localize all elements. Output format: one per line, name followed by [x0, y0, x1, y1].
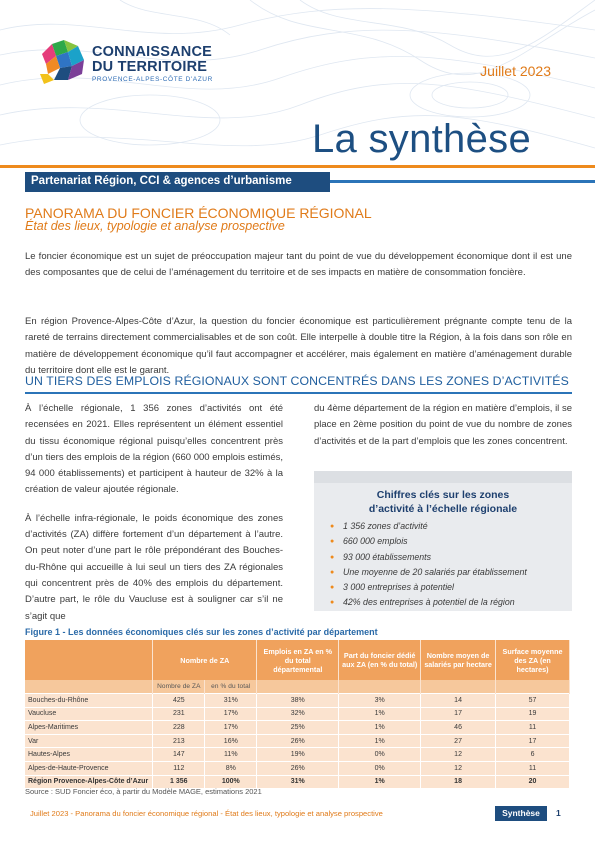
table-header-surface: Surface moyenne des ZA (en hectares) [496, 640, 570, 680]
section-divider [25, 392, 572, 394]
publication-date: Juillet 2023 [480, 63, 551, 79]
table-cell: 17% [205, 707, 257, 721]
table-cell: 213 [153, 734, 205, 748]
key-figures-box-header [314, 471, 572, 483]
table-cell: 16% [205, 734, 257, 748]
page-title: La synthèse [311, 117, 531, 161]
table-cell: 25% [257, 721, 339, 735]
table-source: Source : SUD Foncier éco, à partir du Modèle MAGE, estimations 2021 [25, 787, 262, 796]
table-cell-department: Alpes-Maritimes [25, 721, 153, 735]
logo-title-line2: DU TERRITOIRE [92, 59, 208, 75]
section-paragraph-1: À l’échelle régionale, 1 356 zones d’activités ont été recensées en 2021. Elles représentent un élément essentiel du tissu économique régional puisqu’elles concentrent près d’un tiers des emplois de la région (660 000 emplois estimés, 94 000 établissements) et participent à hauteur de 32% à la création de valeur ajoutée régionale. [25, 403, 283, 496]
key-figures-title-line1: Chiffres clés sur les zones [376, 489, 510, 501]
list-item: ● 42% des entreprises à potentiel de la région [330, 595, 527, 610]
list-item: ● 3 000 entreprises à potentiel [330, 580, 527, 595]
table-cell: 11% [205, 748, 257, 762]
table-cell: 1% [339, 707, 421, 721]
table-cell: 31% [257, 775, 339, 788]
document-title: PANORAMA DU FONCIER ÉCONOMIQUE RÉGIONAL [25, 205, 372, 221]
table-cell: 6 [496, 748, 570, 762]
key-figures-box [314, 471, 572, 611]
table-cell: 31% [205, 694, 257, 708]
table-subheader-row [25, 680, 570, 694]
table-cell-department: Alpes-de-Haute-Provence [25, 761, 153, 775]
table-row [25, 707, 570, 721]
intro-paragraph-2: En région Provence-Alpes-Côte d’Azur, la question du foncier économique est particulièrement prégnante compte tenu de la rareté de terrains directement commercialisables et de son coût. Elle interpelle à double titre la Région, à la fois dans son rôle en matière de développement économique qu’il faut accompagner et accélérer, mais également en matière d’aménagement durable du territoire dont elle est le garant. [25, 316, 572, 376]
table-row [25, 721, 570, 735]
table-cell: 0% [339, 761, 421, 775]
footer-badge [495, 806, 547, 821]
column-left [25, 401, 283, 625]
table-cell: 1% [339, 721, 421, 735]
table-cell: 46 [421, 721, 496, 735]
table-header-row [25, 640, 570, 680]
table-cell: 147 [153, 748, 205, 762]
logo-region: PROVENCE-ALPES-CÔTE D'AZUR [92, 76, 213, 83]
key-figures-list [330, 519, 527, 611]
table-row [25, 694, 570, 708]
section-paragraph-2: À l’échelle infra-régionale, le poids économique des zones d’activités (ZA) diffère fortement d’un département à l’autre. On peut noter d’une part le rôle prépondérant des Bouches-du-Rhône qui accueille à lui seul un tiers des ZA régionales qui concentrent près de 40% des emplois du département. D’autre part, le rôle du Vaucluse est à souligner car s’il ne s’agit que [25, 512, 283, 622]
table-subheader-blank [496, 680, 570, 694]
table-cell: 32% [257, 707, 339, 721]
table-cell-department: Bouches-du-Rhône [25, 694, 153, 708]
table-header-part-foncier: Part du foncier dédié aux ZA (en % du total) [339, 640, 421, 680]
list-item: ● Une moyenne de 20 salariés par établissement [330, 565, 527, 580]
table-row [25, 761, 570, 775]
partnership-band [25, 172, 330, 192]
table-cell: 17 [421, 707, 496, 721]
table-header-nb-za: Nombre de ZA [153, 640, 257, 680]
key-figures-title-line2: d’activité à l’échelle régionale [368, 503, 518, 515]
table-cell: 17% [205, 721, 257, 735]
table-subheader-blank [25, 680, 153, 694]
table-cell: 27 [421, 734, 496, 748]
logo-title-line1: CONNAISSANCE [92, 44, 213, 60]
list-item: ● 660 000 emplois [330, 534, 527, 549]
table-subheader-blank [339, 680, 421, 694]
table-cell: 3% [339, 694, 421, 708]
table-cell: 1% [339, 775, 421, 788]
table-cell: 1 356 [153, 775, 205, 788]
table-cell-department: Var [25, 734, 153, 748]
orange-divider [0, 165, 595, 168]
data-table [25, 640, 570, 788]
intro-paragraph-1: Le foncier économique est un sujet de préoccupation majeur tant du point de vue du développement économique dont il est une des composantes que de celui de l’aménagement du territoire et de ses impacts en matière de consommation foncière. [25, 251, 572, 279]
table-cell: 11 [496, 721, 570, 735]
table-cell: 19% [257, 748, 339, 762]
table-cell: 26% [257, 734, 339, 748]
table-subheader-blank [257, 680, 339, 694]
table-subheader-pct: en % du total [205, 680, 257, 694]
table-cell: 12 [421, 761, 496, 775]
list-item: ● 93 000 établissements [330, 550, 527, 565]
table-cell: 100% [205, 775, 257, 788]
footer-badge-label: Synthèse [502, 808, 540, 818]
table-cell: 18 [421, 775, 496, 788]
table-cell: 57 [496, 694, 570, 708]
table-cell: 14 [421, 694, 496, 708]
figure-title: Figure 1 - Les données économiques clés sur les zones d’activité par département [25, 627, 378, 637]
table-cell: 1% [339, 734, 421, 748]
table-cell: 38% [257, 694, 339, 708]
section-heading: UN TIERS DES EMPLOIS RÉGIONAUX SONT CONCENTRÉS DANS LES ZONES D’ACTIVITÉS [25, 374, 569, 388]
table-cell: 425 [153, 694, 205, 708]
table-cell-department: Vaucluse [25, 707, 153, 721]
table-cell: 19 [496, 707, 570, 721]
table-cell-department: Région Provence-Alpes-Côte d’Azur [25, 775, 153, 788]
section-paragraph-3: du 4ème département de la région en matière d’emplois, il se place en 2ème position du point de vue du nombre de zones d’activités et de la part d’emplois que les zones concentrent. [314, 403, 572, 447]
logo [38, 40, 238, 90]
logo-mark-icon [38, 40, 88, 86]
key-figures-title [314, 488, 572, 516]
table-header-emplois: Emplois en ZA en % du total départemental [257, 640, 339, 680]
list-item: ● 1 356 zones d’activité [330, 519, 527, 534]
column-right [314, 401, 572, 450]
partnership-label: Partenariat Région, CCI & agences d’urbanisme [31, 175, 292, 187]
table-cell: 26% [257, 761, 339, 775]
table-cell: 11 [496, 761, 570, 775]
table-subheader-nb: Nombre de ZA [153, 680, 205, 694]
band-divider [330, 180, 595, 183]
table-cell: 228 [153, 721, 205, 735]
table-header-salaries: Nombre moyen de salariés par hectare [421, 640, 496, 680]
table-subheader-blank [421, 680, 496, 694]
document-subtitle: État des lieux, typologie et analyse prospective [25, 219, 285, 233]
table-cell: 17 [496, 734, 570, 748]
table-row [25, 748, 570, 762]
table-cell-department: Hautes-Alpes [25, 748, 153, 762]
table-row [25, 734, 570, 748]
table-cell: 231 [153, 707, 205, 721]
table-cell: 0% [339, 748, 421, 762]
table-cell: 112 [153, 761, 205, 775]
table-cell: 8% [205, 761, 257, 775]
table-header-blank [25, 640, 153, 680]
page-number: 1 [556, 808, 561, 818]
table-cell: 20 [496, 775, 570, 788]
footer-text: Juillet 2023 - Panorama du foncier économique régional - État des lieux, typologie et analyse prospective [30, 809, 383, 818]
table-cell: 12 [421, 748, 496, 762]
